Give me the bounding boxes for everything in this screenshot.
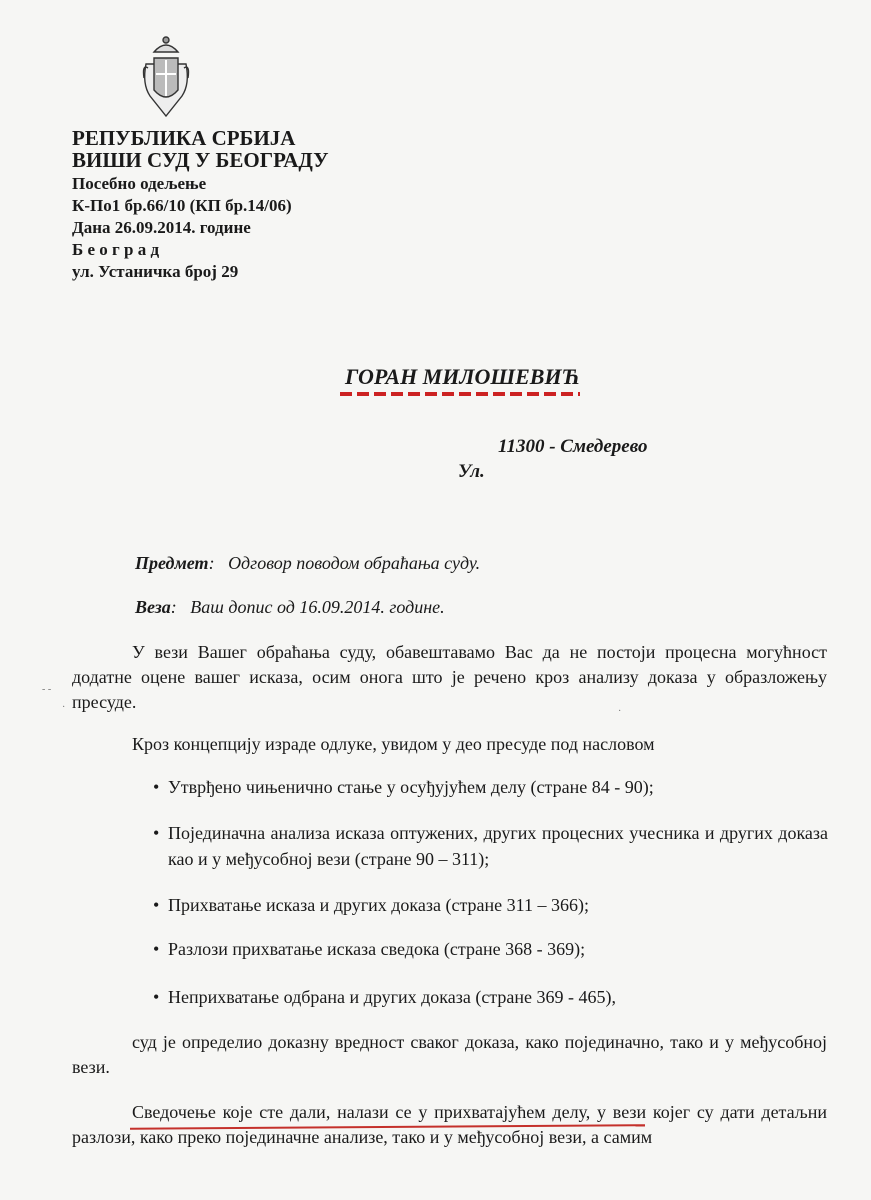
body-paragraph-3: суд је определио доказну вредност сваког доказа, како појединачно, тако и у међусобној вези. [72,1032,827,1077]
body-paragraph-1: У вези Вашег обраћања суду, обавештавамо Вас да не постоји процесна могућност додатне оцене вашег исказа, осим онога што је речено кроз анализу доказа у образложењу пресуде. [72,642,827,712]
subject-text: Одговор поводом обраћања суду. [228,553,481,573]
bullet-dot-icon: • [153,939,160,959]
scan-speck: · [62,702,66,713]
reference-line: Веза: Ваш допис од 16.09.2014. године. [135,597,445,617]
coat-of-arms-icon [140,34,192,120]
list-item: • Утврђено чињенично стање у осуђујућем делу (стране 84 - 90); [168,774,828,800]
bullet-dot-icon: • [153,777,160,797]
list-item: • Појединачна анализа исказа оптужених, других процесних учесника и других доказа као и у међусобној вези (стране 90 – 311); [168,820,828,872]
body-paragraph-2: Кроз концепцију израде одлуке, увидом у део пресуде под насловом [132,734,655,754]
subject-label: Предмет [135,553,209,573]
recipient-street-label: Ул. [458,461,485,482]
list-item: • Разлози прихватање исказа сведока (стране 368 - 369); [168,936,828,962]
recipient-postal-city: 11300 - Смедерево [498,436,648,457]
bullet-dot-icon: • [153,987,160,1007]
body-paragraph-4: Сведочење које сте дали, налази се у прихватајућем делу, у вези којег су дати детаљни разлози, како преко појединачне анализе, тако и у међусобној вези, а самим [72,1102,827,1147]
header-case-number: К-По1 бр.66/10 (КП бр.14/06) [72,196,292,215]
reference-text: Ваш допис од 16.09.2014. године. [190,597,445,617]
header-city: Б е о г р а д [72,240,160,259]
header-country: РЕПУБЛИКА СРБИЈА [72,126,296,150]
header-court: ВИШИ СУД У БЕОГРАДУ [72,148,329,172]
bullet-dot-icon: • [153,895,160,915]
recipient-street-redacted [512,463,632,481]
scan-speck: - - [42,684,52,695]
list-item: • Прихватање исказа и других доказа (стране 311 – 366); [168,892,828,918]
list-item: • Неприхватање одбрана и других доказа (стране 369 - 465), [168,984,828,1010]
scan-speck: · [618,706,622,717]
subject-line: Предмет: Одговор поводом обраћања суду. [135,553,481,573]
recipient-name: ГОРАН МИЛОШЕВИЋ [345,364,580,389]
header-date: Дана 26.09.2014. године [72,218,251,237]
reference-label: Веза [135,597,171,617]
header-address: ул. Устаничка број 29 [72,262,239,281]
red-dashed-underline [340,392,580,396]
header-department: Посебно одељење [72,174,207,193]
bullet-dot-icon: • [153,823,160,843]
